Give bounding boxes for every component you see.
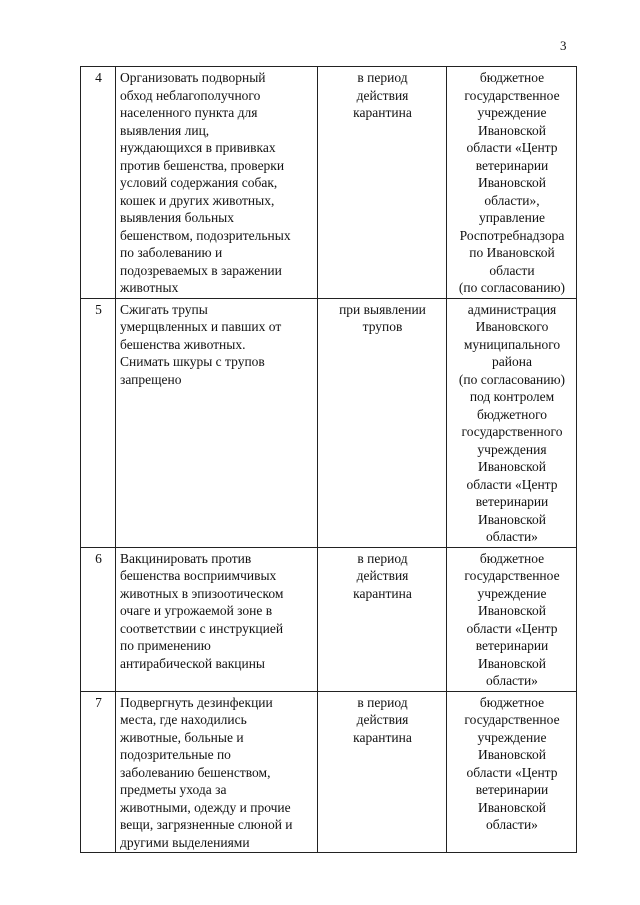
measure-text: Организовать подворный обход неблагополучного населенного пункта для выявления лиц, нуждающихся в прививках против бешенства, проверки условий содержания собак, кошек и других животных, выявления больных бешенством, подозрительных по заболеванию и подозреваемых в заражении животных (116, 67, 318, 299)
deadline-text: при выявлении трупов (318, 298, 447, 547)
responsible-text: бюджетное государственное учреждение Ивановской области «Центр ветеринарии Ивановской области» (447, 547, 577, 691)
table-row (81, 298, 577, 547)
table-row (81, 691, 577, 853)
measure-text: Подвергнуть дезинфекции места, где находились животные, больные и подозрительные по заболеванию бешенством, предметы ухода за животными, одежду и прочие вещи, загрязненные слюной и другими выделениями (116, 691, 318, 853)
responsible-text: администрация Ивановского муниципального района (по согласованию) под контролем бюджетного государственного учреждения Ивановской области «Центр ветеринарии Ивановской области» (447, 298, 577, 547)
page-number: 3 (560, 38, 567, 53)
row-number: 5 (81, 298, 116, 547)
row-number: 4 (81, 67, 116, 299)
deadline-text: в период действия карантина (318, 691, 447, 853)
deadline-text: в период действия карантина (318, 67, 447, 299)
responsible-text: бюджетное государственное учреждение Ивановской области «Центр ветеринарии Ивановской области» (447, 691, 577, 853)
row-number: 7 (81, 691, 116, 853)
responsible-text: бюджетное государственное учреждение Ивановской области «Центр ветеринарии Ивановской области», управление Роспотребнадзора по Ивановской области (по согласованию) (447, 67, 577, 299)
row-number: 6 (81, 547, 116, 691)
measure-text: Вакцинировать против бешенства восприимчивых животных в эпизоотическом очаге и угрожаемой зоне в соответствии с инструкцией по применению антирабической вакцины (116, 547, 318, 691)
measure-text: Сжигать трупы умерщвленных и павших от бешенства животных. Снимать шкуры с трупов запрещено (116, 298, 318, 547)
table-row (81, 547, 577, 691)
deadline-text: в период действия карантина (318, 547, 447, 691)
table-row (81, 67, 577, 299)
measures-table (80, 66, 577, 853)
